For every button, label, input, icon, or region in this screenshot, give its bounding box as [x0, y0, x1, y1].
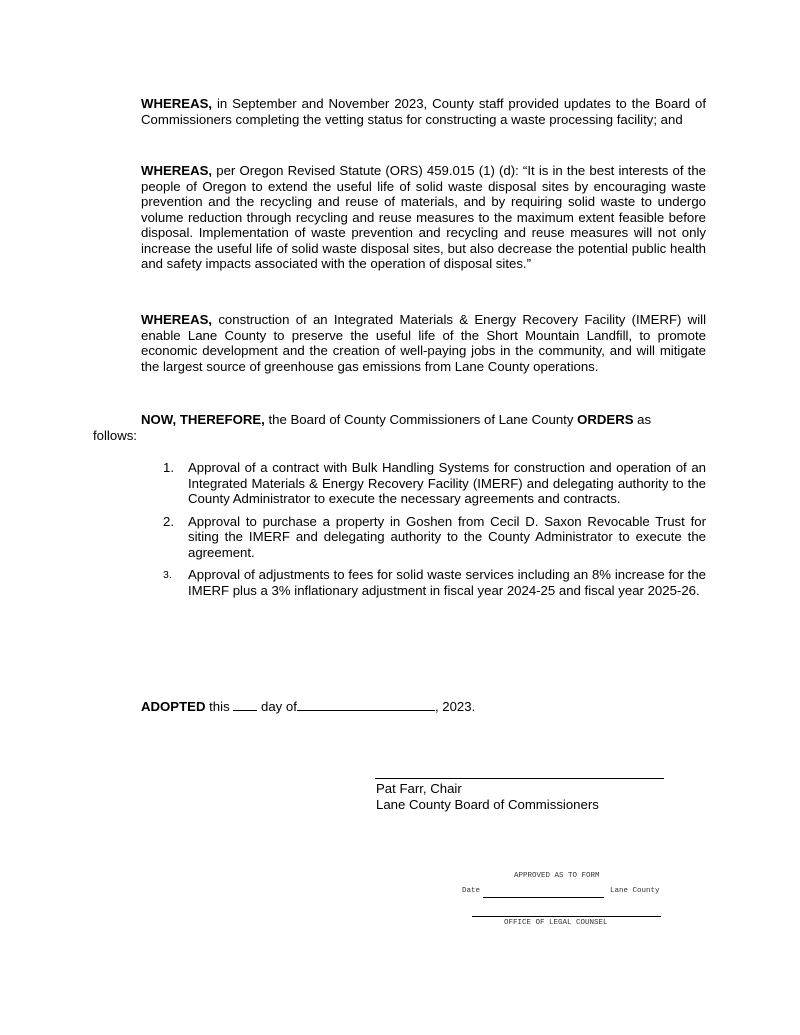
- signer-name: Pat Farr, Chair: [376, 781, 462, 796]
- adopted-day-of: day of: [257, 699, 297, 714]
- office-label: OFFICE OF LEGAL COUNSEL: [504, 919, 608, 927]
- whereas-lead: WHEREAS,: [141, 96, 213, 111]
- orders-list: [163, 460, 706, 598]
- follows-text: follows:: [93, 428, 137, 443]
- signature-line: [375, 778, 664, 779]
- whereas-text: per Oregon Revised Statute (ORS) 459.015 (1) (d): “It is in the best interests of the people of Oregon to extend the useful life of solid waste disposal sites by encouraging waste prevention and the recycling and reuse of materials, and by requiring solid waste to undergo volume reduction through recycling and reuse measures to the maximum extent feasible before disposal. Implementation of waste prevention and recycling and reuse measures will not only increase the useful life of solid waste disposal sites, but also decrease the potential public health and safety impacts associated with the operation of disposal sites.”: [141, 163, 706, 271]
- month-blank[interactable]: [297, 698, 435, 711]
- date-label: Date: [462, 887, 481, 895]
- county-label: Lane County: [610, 887, 660, 895]
- list-item-text: Approval of adjustments to fees for solid waste services including an 8% increase for the IMERF plus a 3% inflationary adjustment in fiscal year 2024-25 and fiscal year 2025-26.: [188, 567, 706, 598]
- whereas-text: construction of an Integrated Materials & Energy Recovery Facility (IMERF) will enable Lane County to preserve the useful life of the Short Mountain Landfill, to promote economic development and the creation of well-paying jobs in the community, and will mitigate the largest source of greenhouse gas emissions from Lane County operations.: [141, 312, 706, 374]
- now-therefore-paragraph: [141, 412, 706, 428]
- adopted-year: , 2023.: [434, 699, 476, 714]
- whereas-text: in September and November 2023, County staff provided updates to the Board of Commissioners completing the vetting status for constructing a waste processing facility; and: [141, 96, 706, 127]
- adopted-lead: ADOPTED: [141, 699, 206, 714]
- whereas-paragraph-3: [141, 312, 706, 374]
- now-therefore-tail: as: [633, 412, 652, 427]
- now-therefore-text: the Board of County Commissioners of Lane County: [264, 412, 578, 427]
- list-item: [163, 460, 706, 507]
- date-line: [483, 897, 604, 898]
- signer-title: Lane County Board of Commissioners: [376, 797, 599, 812]
- whereas-paragraph-2: [141, 163, 706, 272]
- list-item: [163, 567, 706, 598]
- counsel-signature-line: [472, 916, 661, 917]
- day-blank[interactable]: [233, 698, 257, 711]
- list-number: 2.: [163, 513, 174, 529]
- list-item: [163, 514, 706, 561]
- adopted-line: [141, 698, 475, 715]
- now-therefore-lead: NOW, THEREFORE,: [141, 412, 265, 427]
- list-item-text: Approval to purchase a property in Goshen from Cecil D. Saxon Revocable Trust for siting the IMERF and delegating authority to the County Administrator to execute the agreement.: [188, 513, 706, 560]
- orders-keyword: ORDERS: [577, 412, 634, 427]
- whereas-paragraph-1: [141, 96, 706, 127]
- list-number: 1.: [163, 460, 174, 475]
- approved-heading: APPROVED AS TO FORM: [514, 872, 600, 880]
- list-item-text: Approval of a contract with Bulk Handling Systems for construction and operation of an Integrated Materials & Energy Recovery Facility (IMERF) and delegating authority to the County Administrator to execute the necessary agreements and contracts.: [188, 460, 706, 506]
- whereas-lead: WHEREAS,: [141, 163, 213, 178]
- adopted-this: this: [205, 699, 234, 714]
- whereas-lead: WHEREAS,: [141, 312, 213, 327]
- list-number: 3.: [163, 569, 172, 581]
